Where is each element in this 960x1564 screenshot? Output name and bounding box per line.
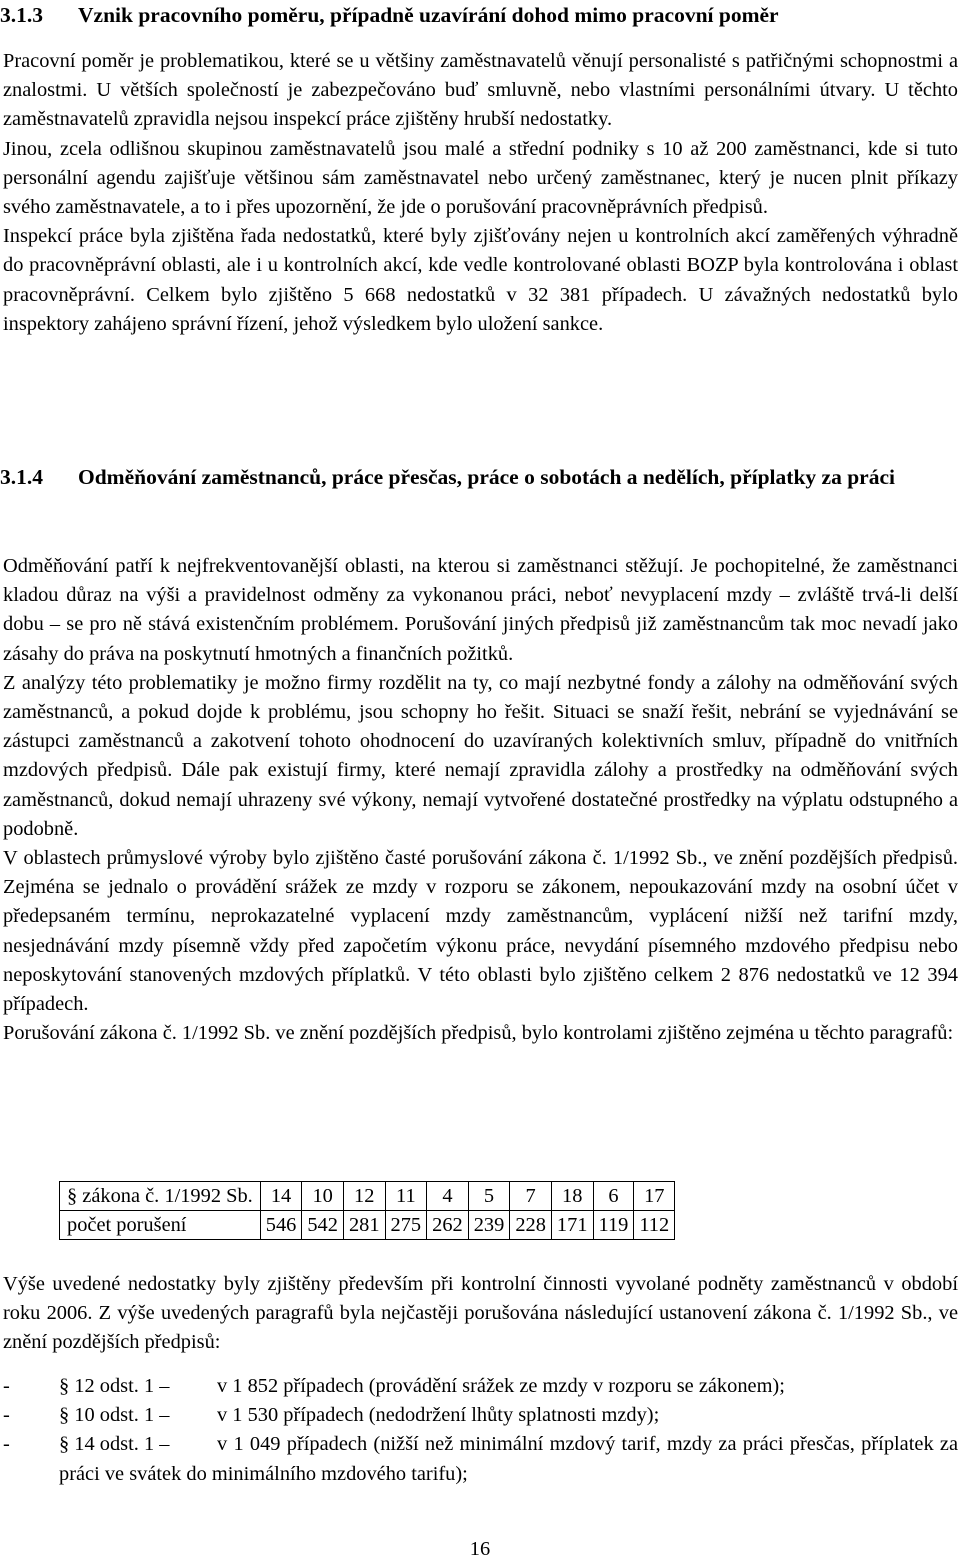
table-cell: 17 — [634, 1182, 675, 1211]
section-heading-3-1-4 — [0, 463, 958, 492]
table-cell: 171 — [551, 1211, 593, 1240]
row-label: počet porušení — [60, 1211, 261, 1240]
table-cell: 14 — [260, 1182, 302, 1211]
dash-bullet: - — [3, 1433, 10, 1456]
section-title: Odměňování zaměstnanců, práce přesčas, práce o sobotách a nedělích, příplatky za práci — [78, 465, 895, 489]
table-cell: 10 — [302, 1182, 344, 1211]
after-table-paragraph: Výše uvedené nedostatky byly zjištěny především při kontrolní činnosti vyvolané podněty zaměstnanců v období roku 2006. Z výše uvedených paragrafů byla nejčastěji porušována následující ustanovení zákona č. 1/1992 Sb., ve znění pozdějších předpisů: — [3, 1273, 958, 1354]
violation-list — [3, 1372, 958, 1489]
list-item-section: § 10 odst. 1 – — [59, 1404, 170, 1427]
table-cell: 4 — [427, 1182, 469, 1211]
dash-bullet: - — [3, 1375, 10, 1397]
table-row-paragraphs — [60, 1182, 675, 1211]
dash-bullet: - — [3, 1404, 10, 1427]
list-item-section: § 12 odst. 1 – — [59, 1375, 170, 1397]
table-cell: 112 — [634, 1211, 675, 1240]
table-cell: 11 — [385, 1182, 427, 1211]
page-number: 16 — [469, 1538, 491, 1560]
list-item-section: § 14 odst. 1 – — [59, 1433, 170, 1456]
table-cell: 12 — [343, 1182, 385, 1211]
table-row-counts — [60, 1211, 675, 1240]
row-label: § zákona č. 1/1992 Sb. — [60, 1182, 261, 1211]
table-cell: 546 — [260, 1211, 302, 1240]
table-cell: 239 — [468, 1211, 510, 1240]
list-item-text: v 1 852 případech (provádění srážek ze mzdy v rozporu se zákonem); — [217, 1375, 785, 1397]
list-item-text: v 1 530 případech (nedodržení lhůty splatnosti mzdy); — [217, 1404, 660, 1427]
section-number: 3.1.3 — [0, 3, 43, 27]
table-cell: 7 — [510, 1182, 552, 1211]
list-item — [3, 1430, 958, 1488]
list-item-text: v 1 049 případech (nižší než minimální mzdový tarif, mzdy za práci přesčas, příplatek za práci ve svátek do minimálního mzdového tarifu); — [59, 1433, 958, 1485]
list-item — [3, 1372, 958, 1401]
table-cell: 281 — [343, 1211, 385, 1240]
table-cell: 542 — [302, 1211, 344, 1240]
violations-table — [59, 1181, 675, 1240]
section-number: 3.1.4 — [0, 465, 43, 489]
section-3-1-4-body: Odměňování patří k nejfrekventovanější oblasti, na kterou si zaměstnanci stěžují. Je pochopitelné, že zaměstnanci kladou důraz na výši a pravidelnost odměny za vykonanou práci, neboť nevyplacení mzdy – zvláště trvá-li delší dobu – se pro ně stává existenčním problémem. Porušování jiných předpisů již zaměstnancům tak moc nevadí jako zásahy do práva na poskytnutí hmotných a finančních požitků. Z analýzy této problematiky je možno firmy rozdělit na ty, co mají nezbytné fondy a zálohy na odměňování svých zaměstnanců, a pokud dojde k problému, jsou schopny ho řešit. Situaci se snaží řešit, nebrání se vyjednávání se zástupci zaměstnanců a zakotvení tohoto ohodnocení do uzavíraných kolektivních smluv, případně do vnitřních mzdových předpisů. Dále pak existují firmy, které nemají zpravidla zálohy a prostředky na odměňování svých zaměstnanců, dokud nemají uhrazeny své výkony, nemají vytvořené dostatečné prostředky na výplatu odstupného a podobně. V oblastech průmyslové výroby bylo zjištěno časté porušování zákona č. 1/1992 Sb., ve znění pozdějších předpisů. Zejména se jednalo o provádění srážek ze mzdy v rozporu se zákonem, nepoukazování mzdy na osobní účet v předepsaném termínu, neprokazatelné vyplacení mzdy zaměstnancům, vyplácení nižší než tarifní mzdy, nesjednávání mzdy písemně vždy před započetím výkonu práce, nevydání písemného mzdového předpisu nebo neposkytování stanovených mzdových příplatků. V této oblasti bylo zjištěno celkem 2 876 nedostatků ve 12 394 případech. Porušování zákona č. 1/1992 Sb. ve znění pozdějších předpisů, bylo kontrolami zjištěno zejména u těchto paragrafů: — [3, 555, 958, 1045]
table-cell: 228 — [510, 1211, 552, 1240]
table-cell: 119 — [593, 1211, 634, 1240]
table-cell: 275 — [385, 1211, 427, 1240]
section-title: Vznik pracovního poměru, případně uzavírání dohod mimo pracovní poměr — [78, 3, 779, 27]
section-heading-3-1-3 — [0, 1, 958, 30]
section-3-1-3-body: Pracovní poměr je problematikou, které se u většiny zaměstnavatelů věnují personalisté s patřičnými schopnostmi a znalostmi. U větších společností je zabezpečováno buď smluvně, nebo vlastními personálními útvary. U těchto zaměstnavatelů zpravidla nejsou inspekcí práce zjištěny hrubší nedostatky. Jinou, zcela odlišnou skupinou zaměstnavatelů jsou malé a střední podniky s 10 až 200 zaměstnanci, kde si tuto personální agendu zajišťuje většinou sám zaměstnavatel nebo určený zaměstnanec, který je nucen plnit příkazy svého zaměstnavatele, a to i přes upozornění, že jde o porušování pracovněprávních předpisů. Inspekcí práce byla zjištěna řada nedostatků, které byly zjišťovány nejen u kontrolních akcí zaměřených výhradně do pracovněprávní oblasti, ale i u kontrolních akcí, kde vedle kontrolované oblasti BOZP byla kontrolována i oblast pracovněprávní. Celkem bylo zjištěno 5 668 nedostatků v 32 381 případech. U závažných nedostatků bylo inspektory zahájeno správní řízení, jehož výsledkem bylo uložení sankce. — [3, 50, 958, 335]
list-item — [3, 1401, 958, 1430]
table-cell: 5 — [468, 1182, 510, 1211]
table-cell: 18 — [551, 1182, 593, 1211]
table-cell: 6 — [593, 1182, 634, 1211]
table-cell: 262 — [427, 1211, 469, 1240]
